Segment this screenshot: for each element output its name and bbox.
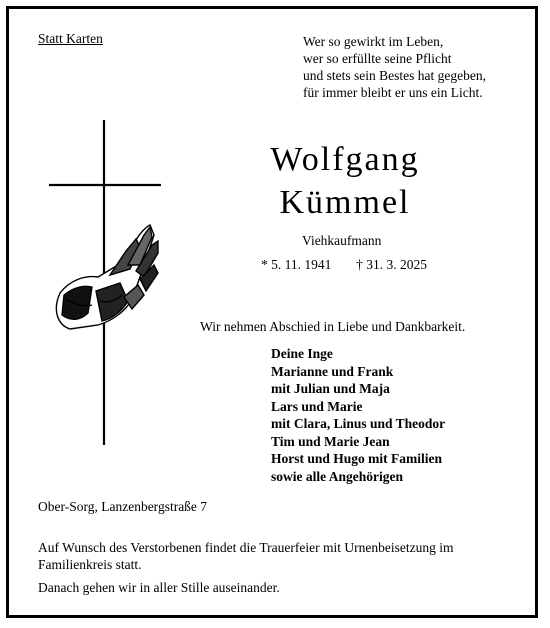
funeral-notice: Auf Wunsch des Verstorbenen findet die Trauerfeier mit Urnenbeisetzung im Familienkreis statt.: [38, 540, 454, 572]
mourner-line: Horst und Hugo mit Familien: [271, 451, 443, 466]
death-date: † 31. 3. 2025: [356, 257, 427, 272]
closing-statement: Danach gehen wir in aller Stille auseinander.: [38, 580, 280, 595]
mourner-line: Lars und Marie: [271, 398, 363, 414]
life-dates: [261, 257, 427, 273]
farewell-statement: Wir nehmen Abschied in Liebe und Dankbarkeit.: [200, 319, 466, 334]
cross-and-praying-hands-illustration: [40, 115, 170, 450]
poem-line: für immer bleibt er uns ein Licht.: [303, 85, 483, 100]
mourners-list: [271, 345, 445, 485]
mourner-line: Deine Inge: [271, 346, 333, 361]
mourner-line: Tim und Marie Jean: [271, 433, 390, 449]
deceased-last-name: Kümmel: [279, 184, 411, 221]
mourner-line: mit Julian und Maja: [271, 381, 390, 396]
birth-date: * 5. 11. 1941: [261, 257, 332, 272]
praying-hands-icon: [56, 225, 158, 329]
mourner-line: Marianne und Frank: [271, 363, 394, 379]
poem-line: wer so erfüllte seine Pflicht: [303, 51, 452, 66]
poem-line: Wer so gewirkt im Leben,: [303, 34, 444, 49]
family-address: Ober-Sorg, Lanzenbergstraße 7: [38, 499, 208, 514]
mourner-line: mit Clara, Linus und Theodor: [271, 416, 446, 431]
deceased-occupation: Viehkaufmann: [302, 233, 382, 248]
poem-line: und stets sein Bestes hat gegeben,: [303, 68, 486, 83]
poem: [303, 33, 486, 101]
deceased-first-name: Wolfgang: [270, 141, 420, 178]
mourner-line: sowie alle Angehörigen: [271, 468, 403, 484]
header-label: Statt Karten: [38, 31, 103, 46]
